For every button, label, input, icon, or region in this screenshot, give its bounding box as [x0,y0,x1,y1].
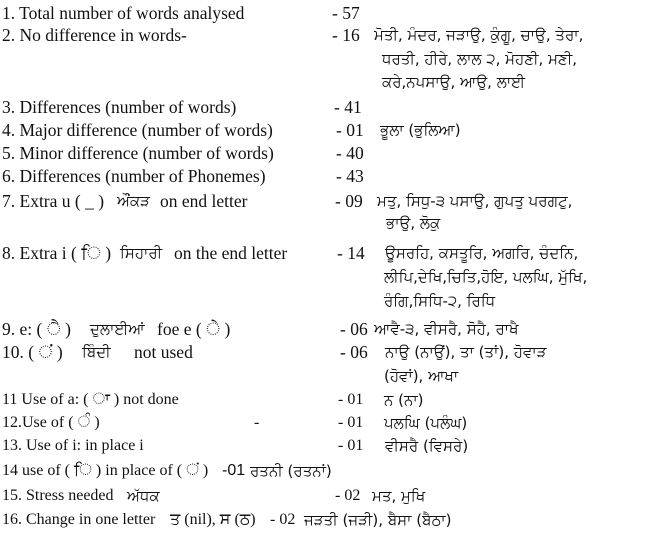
item-label: 12.Use of ( ੰ ) [2,414,100,431]
item-label: 7. Extra u ( _ ) [2,191,105,211]
item-label-tail: on the end letter [174,243,288,263]
item-words: ਮਤੁ, ਸਿਧੁ-੩ ਪਸਾਉ, ਗੁਪਤੁ ਪਰਗਟੁ, [377,192,573,210]
item-label-punjabi: ਦੁਲਾਈਆਂ [90,320,145,338]
item-value: - 01 [338,391,364,408]
item-words: ਨ (ਨਾ) [384,391,424,409]
item-words: ਰਤਨੀ (ਰਤਨਾਂ) [250,462,332,480]
item-words: ਜੜਤੀ (ਜੜੀ), ਬੈਸਾ (ਬੈਠਾ) [304,511,452,529]
item-label-punjabi: ਔਂਕੜ [117,192,150,210]
item-label-tail: not used [134,342,193,362]
item-value: - 57 [332,3,360,23]
item-value: - 09 [335,191,363,211]
item-7-words-line-2: ਭਾਉ, ਲੋਕੁ [386,214,441,232]
item-10-words-line-2: (ਹੋਵਾਂ), ਆਖਾ [384,367,459,385]
item-value: - 02 [270,511,296,528]
item-value: - 41 [334,97,362,117]
item-words: ਆਵੈ-੩, ਵੀਸਰੈ, ਸੋਹੈ, ਰਾਖੈ [374,320,519,338]
item-words: ਊਸਰਹਿ, ਕਸਤੂਰਿ, ਅਗਰਿ, ਚੰਦਨਿ, [385,244,579,262]
item-2-words-line-2: ਧਰਤੀ, ਹੀਰੇ, ਲਾਲ ੨, ਮੋਹਣੀ, ਮਣੀ, [382,50,577,68]
item-value: - 40 [336,143,364,163]
item-8-words-line-3: ਰੰਗਿ,ਸਿਧਿ-੨, ਰਿਧਿ [384,292,496,310]
item-label: 3. Differences (number of words) [2,97,237,117]
item-words: ਭੂਲਾ (ਭੁਲਿਆ) [380,121,461,139]
item-words: ਨਾਉ (ਨਾਉਂ), ਤਾ (ਤਾਂ), ਹੋਵਾੜ [385,343,547,361]
item-value: - 06 [340,342,368,362]
item-value: - 16 [332,25,360,45]
item-label: 6. Differences (number of Phonemes) [2,166,266,186]
item-label-tail: on end letter [160,191,248,211]
item-words: ਮੋਤੀ, ਮੰਦਰ, ਜੜਾਉ, ਕੁੰਗੂ, ਚਾਉ, ਤੇਰਾ, [374,26,584,44]
item-label: 11 Use of a: ( ਾ ) not done [2,391,179,408]
item-value: - 06 [340,319,368,339]
item-label: 4. Major difference (number of words) [2,120,273,140]
item-value: - 01 [336,120,364,140]
item-label-punjabi: ਸਿਹਾਰੀ [120,244,163,262]
item-2-words-line-3: ਕਰੇ,ਨਪਸਾਉ, ਆਉ, ਲਾਈ [382,73,526,91]
item-value: - 01 [338,437,364,454]
item-label: 8. Extra i ( ਿ ) [2,243,112,263]
item-label: 13. Use of i: in place i [2,437,144,454]
item-value: - 01 [338,414,364,431]
item-value: - 14 [337,243,365,263]
item-value: -01 [222,462,246,479]
item-label: 9. e: ( ੈ ) [2,319,71,339]
item-8-words-line-2: ਲੀਪਿ,ਦੇਖਿ,ਚਿਤਿ,ਹੋਇ, ਪਲਘਿ, ਮੁੱਖਿ, [384,268,588,286]
item-value: - 02 [335,487,361,504]
item-label: 1. Total number of words analysed [2,3,245,23]
item-words: ਪਲਘਿ (ਪਲੰਘ) [384,414,468,432]
item-value: - 43 [336,166,364,186]
item-words: ਮਤ, ਮੁਖਿ [372,487,426,505]
item-label: 14 use of ( ਿ ) in place of ( ਂ ) [2,462,209,479]
item-words: ਵੀਸਰੈ (ਵਿਸਰੇ) [385,437,469,455]
item-label-tail: foe e ( ੇ ) [157,319,231,339]
item-mid-dash: - [254,414,260,431]
item-label-punjabi: ਤ (nil), ਸ (ਠ) [170,511,256,528]
item-label: 5. Minor difference (number of words) [2,143,274,163]
item-label-punjabi: ਬਿੰਦੀ [82,343,111,361]
item-label: 15. Stress needed [2,487,114,504]
item-label-punjabi: ਅੱਧਕ [127,487,160,505]
item-label: 16. Change in one letter [2,511,156,528]
item-label: 2. No difference in words- [2,25,187,45]
item-label: 10. ( ਂ ) [2,342,63,362]
